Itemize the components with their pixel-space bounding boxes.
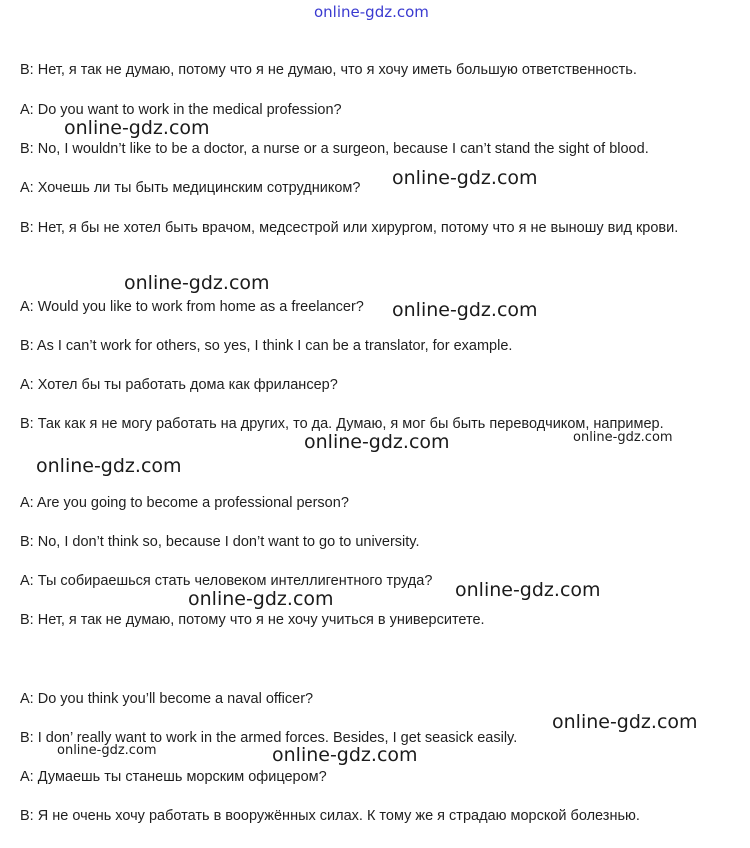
dialogue-line: B: As I can’t work for others, so yes, I think I can be a translator, for example. — [20, 338, 513, 354]
dialogue-line: B: Нет, я так не думаю, потому что я не думаю, что я хочу иметь большую ответственность. — [20, 62, 637, 78]
dialogue-line: B: Нет, я бы не хотел быть врачом, медсестрой или хирургом, потому что я не выношу вид крови. — [20, 220, 679, 236]
watermark-small: online-gdz.com — [573, 430, 673, 445]
watermark: online-gdz.com — [552, 711, 698, 733]
dialogue-line: A: Думаешь ты станешь морским офицером? — [20, 769, 327, 785]
dialogue-line: A: Хотел бы ты работать дома как фрилансер? — [20, 377, 338, 393]
dialogue-line: B: Так как я не могу работать на других, то да. Думаю, я мог бы быть переводчиком, например. — [20, 416, 664, 432]
watermark-small: online-gdz.com — [57, 743, 157, 758]
dialogue-line: B: I don’ really want to work in the armed forces. Besides, I get seasick easily. — [20, 730, 518, 746]
dialogue-line: A: Ты собираешься стать человеком интеллигентного труда? — [20, 573, 433, 589]
header-watermark: online-gdz.com — [314, 3, 429, 21]
dialogue-line: A: Do you want to work in the medical profession? — [20, 102, 342, 118]
watermark: online-gdz.com — [304, 431, 450, 453]
dialogue-line: B: No, I wouldn’t like to be a doctor, a nurse or a surgeon, because I can’t stand the sight of blood. — [20, 141, 649, 157]
watermark: online-gdz.com — [36, 455, 182, 477]
dialogue-line: A: Are you going to become a professional person? — [20, 495, 349, 511]
watermark: online-gdz.com — [188, 588, 334, 610]
watermark: online-gdz.com — [392, 299, 538, 321]
dialogue-line: A: Do you think you’ll become a naval officer? — [20, 691, 314, 707]
watermark: online-gdz.com — [124, 272, 270, 294]
dialogue-line: B: Нет, я так не думаю, потому что я не хочу учиться в университете. — [20, 612, 485, 628]
dialogue-line: A: Хочешь ли ты быть медицинским сотрудником? — [20, 180, 361, 196]
watermark: online-gdz.com — [272, 744, 418, 766]
dialogue-line: A: Would you like to work from home as a freelancer? — [20, 299, 364, 315]
watermark: online-gdz.com — [64, 117, 210, 139]
dialogue-line: B: No, I don’t think so, because I don’t want to go to university. — [20, 534, 420, 550]
watermark: online-gdz.com — [455, 579, 601, 601]
dialogue-line: B: Я не очень хочу работать в вооружённых силах. К тому же я страдаю морской болезнью. — [20, 808, 640, 824]
watermark: online-gdz.com — [392, 167, 538, 189]
